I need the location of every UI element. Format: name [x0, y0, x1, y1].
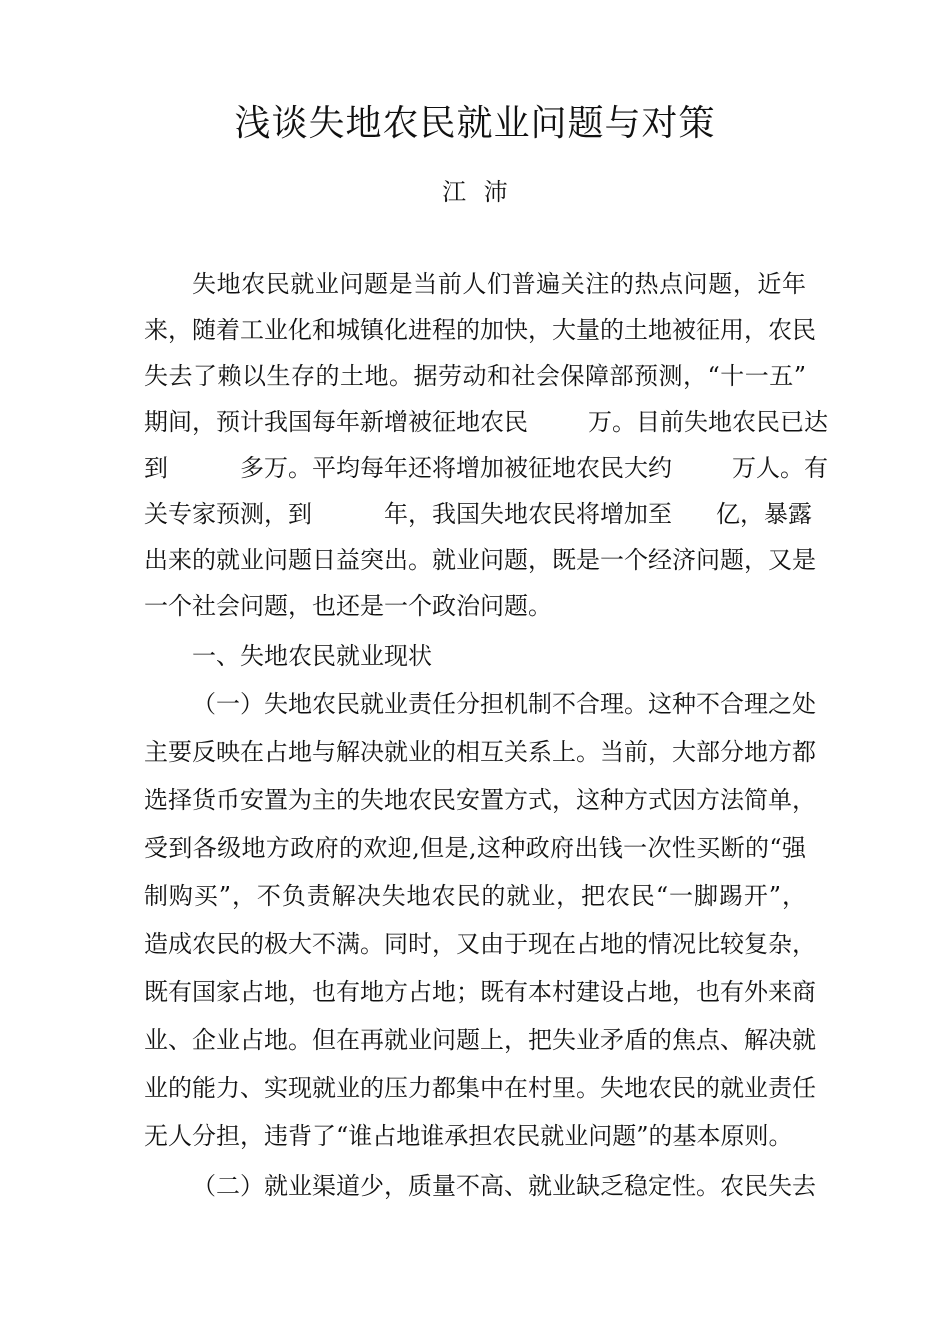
body-line: 造成农民的极大不满。同时，又由于现在占地的情况比较复杂，	[144, 930, 816, 958]
body-line: 出来的就业问题日益突出。就业问题，既是一个经济问题，又是	[144, 546, 816, 574]
line-segment: 亿，暴露	[716, 500, 812, 528]
body-line: 既有国家占地，也有地方占地；既有本村建设占地，也有外来商	[144, 978, 816, 1006]
author-name: 江 沛	[442, 178, 508, 206]
section-heading: 一、失地农民就业现状	[192, 642, 432, 670]
body-line: 业、企业占地。但在再就业问题上，把失业矛盾的焦点、解决就	[144, 1026, 816, 1054]
body-line: 来，随着工业化和城镇化进程的加快，大量的土地被征用，农民	[144, 316, 816, 344]
document-title: 浅谈失地农民就业问题与对策	[234, 103, 716, 144]
line-segment: 关专家预测，到	[144, 500, 312, 528]
body-line	[144, 450, 828, 486]
line-segment: 万。目前失地农民已达	[588, 408, 828, 436]
body-line: 失地农民就业问题是当前人们普遍关注的热点问题，近年	[192, 270, 806, 298]
body-line: 受到各级地方政府的欢迎,但是,这种政府出钱一次性买断的“强	[144, 834, 806, 862]
body-line: （二）就业渠道少，质量不高、就业缺乏稳定性。农民失去	[192, 1172, 816, 1200]
body-line: 主要反映在占地与解决就业的相互关系上。当前，大部分地方都	[144, 738, 816, 766]
line-segment: 期间，预计我国每年新增被征地农民	[144, 408, 528, 436]
body-line: 制购买”，不负责解决失地农民的就业，把农民“一脚踢开”，	[144, 882, 806, 910]
line-segment: 到	[144, 454, 168, 482]
body-line	[144, 496, 812, 532]
body-line: 无人分担，违背了“谁占地谁承担农民就业问题”的基本原则。	[144, 1122, 793, 1150]
body-line: 一个社会问题，也还是一个政治问题。	[144, 592, 552, 620]
line-segment: 年，我国失地农民将增加至	[384, 500, 672, 528]
body-line	[144, 404, 828, 440]
body-line: （一）失地农民就业责任分担机制不合理。这种不合理之处	[192, 690, 816, 718]
body-line: 失去了赖以生存的土地。据劳动和社会保障部预测，“十一五”	[144, 362, 806, 390]
line-segment: 多万。平均每年还将增加被征地农民大约	[240, 454, 672, 482]
body-line: 选择货币安置为主的失地农民安置方式，这种方式因方法简单，	[144, 786, 816, 814]
line-segment: 万人。有	[732, 454, 828, 482]
body-line: 业的能力、实现就业的压力都集中在村里。失地农民的就业责任	[144, 1074, 816, 1102]
